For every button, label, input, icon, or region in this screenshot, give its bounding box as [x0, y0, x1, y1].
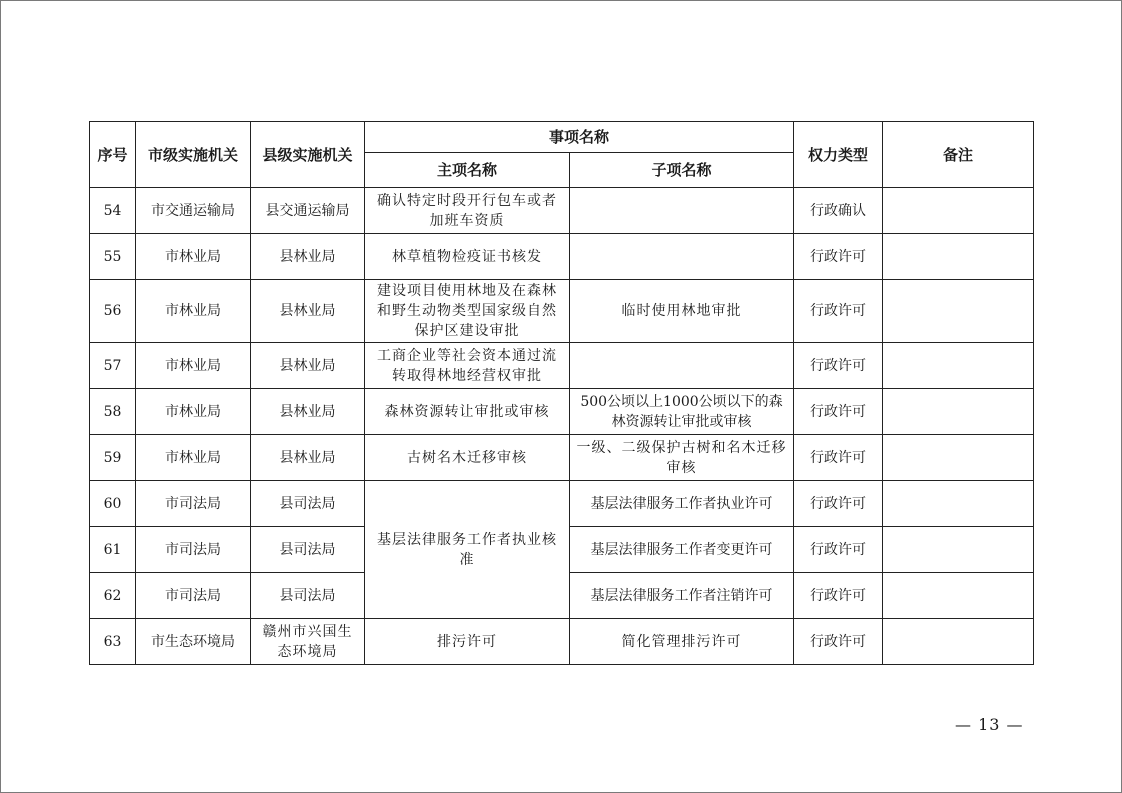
cell-main: 建设项目使用林地及在森林和野生动物类型国家级自然保护区建设审批 [365, 280, 570, 343]
cell-main: 古树名木迁移审核 [365, 435, 570, 481]
cell-notes [883, 527, 1034, 573]
cell-main: 森林资源转让审批或审核 [365, 389, 570, 435]
cell-notes [883, 619, 1034, 665]
cell-seq: 60 [90, 481, 136, 527]
cell-power: 行政许可 [794, 280, 883, 343]
table-row [90, 389, 1034, 435]
cell-county: 县林业局 [251, 343, 365, 389]
cell-seq: 57 [90, 343, 136, 389]
cell-power: 行政许可 [794, 527, 883, 573]
header-county-agency: 县级实施机关 [251, 122, 365, 188]
cell-power: 行政许可 [794, 234, 883, 280]
cell-city: 市司法局 [136, 481, 251, 527]
cell-main-merged: 基层法律服务工作者执业核准 [365, 481, 570, 619]
cell-county: 赣州市兴国生态环境局 [251, 619, 365, 665]
cell-power: 行政许可 [794, 343, 883, 389]
cell-sub: 简化管理排污许可 [570, 619, 794, 665]
header-item-name: 事项名称 [365, 122, 794, 153]
cell-notes [883, 280, 1034, 343]
cell-notes [883, 481, 1034, 527]
cell-city: 市林业局 [136, 234, 251, 280]
cell-power: 行政许可 [794, 619, 883, 665]
cell-power: 行政许可 [794, 481, 883, 527]
cell-county: 县司法局 [251, 481, 365, 527]
cell-main: 排污许可 [365, 619, 570, 665]
cell-city: 市交通运输局 [136, 188, 251, 234]
cell-main: 确认特定时段开行包车或者加班车资质 [365, 188, 570, 234]
cell-sub: 临时使用林地审批 [570, 280, 794, 343]
cell-city: 市司法局 [136, 527, 251, 573]
cell-main: 工商企业等社会资本通过流转取得林地经营权审批 [365, 343, 570, 389]
cell-seq: 58 [90, 389, 136, 435]
cell-notes [883, 435, 1034, 481]
table-row [90, 234, 1034, 280]
cell-city: 市林业局 [136, 389, 251, 435]
items-table [89, 121, 1034, 665]
cell-power: 行政许可 [794, 435, 883, 481]
table-row [90, 343, 1034, 389]
cell-city: 市林业局 [136, 343, 251, 389]
cell-sub: 500公顷以上1000公顷以下的森林资源转让审批或审核 [570, 389, 794, 435]
header-seq: 序号 [90, 122, 136, 188]
table-row [90, 188, 1034, 234]
cell-power: 行政确认 [794, 188, 883, 234]
header-sub-item: 子项名称 [570, 153, 794, 188]
cell-sub [570, 188, 794, 234]
cell-seq: 62 [90, 573, 136, 619]
cell-sub [570, 343, 794, 389]
cell-sub: 基层法律服务工作者执业许可 [570, 481, 794, 527]
cell-power: 行政许可 [794, 389, 883, 435]
cell-seq: 54 [90, 188, 136, 234]
cell-county: 县交通运输局 [251, 188, 365, 234]
header-notes: 备注 [883, 122, 1034, 188]
cell-county: 县林业局 [251, 389, 365, 435]
cell-city: 市林业局 [136, 280, 251, 343]
cell-notes [883, 573, 1034, 619]
cell-county: 县司法局 [251, 527, 365, 573]
header-power-type: 权力类型 [794, 122, 883, 188]
cell-seq: 56 [90, 280, 136, 343]
cell-sub: 基层法律服务工作者注销许可 [570, 573, 794, 619]
cell-seq: 59 [90, 435, 136, 481]
cell-notes [883, 389, 1034, 435]
cell-seq: 61 [90, 527, 136, 573]
table-row [90, 481, 1034, 527]
cell-power: 行政许可 [794, 573, 883, 619]
cell-seq: 55 [90, 234, 136, 280]
header-city-agency: 市级实施机关 [136, 122, 251, 188]
cell-notes [883, 234, 1034, 280]
cell-county: 县司法局 [251, 573, 365, 619]
cell-county: 县林业局 [251, 435, 365, 481]
header-main-item: 主项名称 [365, 153, 570, 188]
cell-sub: 一级、二级保护古树和名木迁移审核 [570, 435, 794, 481]
cell-county: 县林业局 [251, 234, 365, 280]
cell-city: 市林业局 [136, 435, 251, 481]
table-row [90, 435, 1034, 481]
cell-main: 林草植物检疫证书核发 [365, 234, 570, 280]
cell-sub [570, 234, 794, 280]
cell-notes [883, 343, 1034, 389]
cell-city: 市生态环境局 [136, 619, 251, 665]
table-row [90, 619, 1034, 665]
cell-seq: 63 [90, 619, 136, 665]
cell-sub: 基层法律服务工作者变更许可 [570, 527, 794, 573]
table-row [90, 280, 1034, 343]
header-row [90, 122, 1034, 153]
cell-county: 县林业局 [251, 280, 365, 343]
page-number: — 13 — [955, 715, 1024, 734]
cell-notes [883, 188, 1034, 234]
cell-city: 市司法局 [136, 573, 251, 619]
